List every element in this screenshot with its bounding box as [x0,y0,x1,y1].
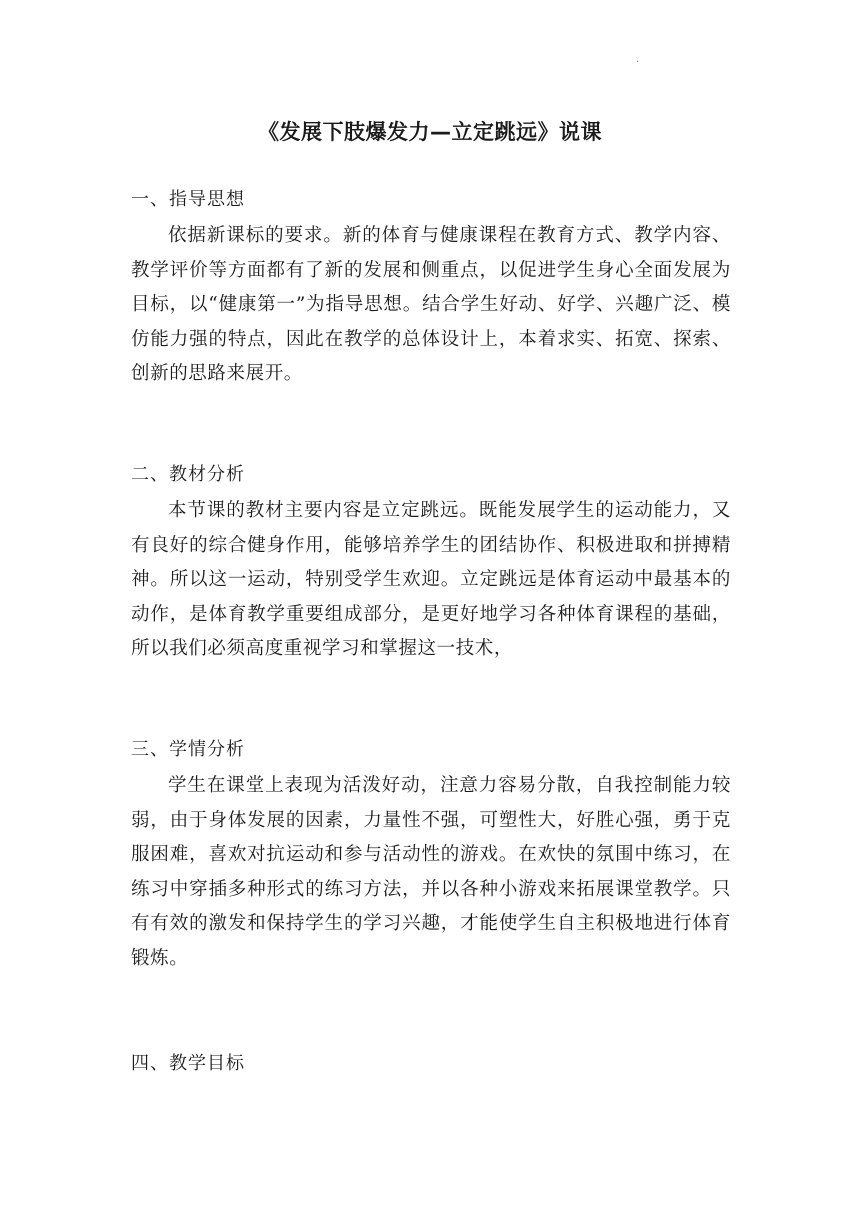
corner-mark: · [636,57,640,68]
document-title: 《发展下肢爆发力—立定跳远》说课 [258,120,602,145]
section-student-analysis [131,733,731,977]
section-heading: 一、指导思想 [131,189,245,210]
section-paragraph: 学生在课堂上表现为活泼好动，注意力容易分散，自我控制能力较弱，由于身体发展的因素，力量性不强，可塑性大，好胜心强，勇于克服困难，喜欢对抗运动和参与活动性的游戏。在欢快的氛围中练习，在练习中穿插多种形式的练习方法，并以各种小游戏来拓展课堂教学。只有有效的激发和保持学生的学习兴趣，才能使学生自主积极地进行体育锻炼。 [131,775,731,969]
section-textbook-analysis [131,458,731,667]
section-teaching-objectives [131,1047,731,1081]
section-paragraph: 本节课的教材主要内容是立定跳远。既能发展学生的运动能力，又有良好的综合健身作用，能够培养学生的团结协作、积极进取和拼搏精神。所以这一运动，特别受学生欢迎。立定跳远是体育运动中最基本的动作，是体育教学重要组成部分，是更好地学习各种体育课程的基础，所以我们必须高度重视学习和掌握这一技术， [131,500,731,660]
section-paragraph: 依据新课标的要求。新的体育与健康课程在教育方式、教学内容、教学评价等方面都有了新的发展和侧重点，以促进学生身心全面发展为目标，以“健康第一”为指导思想。结合学生好动、好学、兴趣广泛、模仿能力强的特点，因此在教学的总体设计上，本着求实、拓宽、探索、创新的思路来展开。 [131,225,731,385]
section-guiding-ideology [131,183,731,392]
section-heading: 二、教材分析 [131,464,245,485]
section-heading: 四、教学目标 [131,1053,245,1074]
section-heading: 三、学情分析 [131,739,245,760]
